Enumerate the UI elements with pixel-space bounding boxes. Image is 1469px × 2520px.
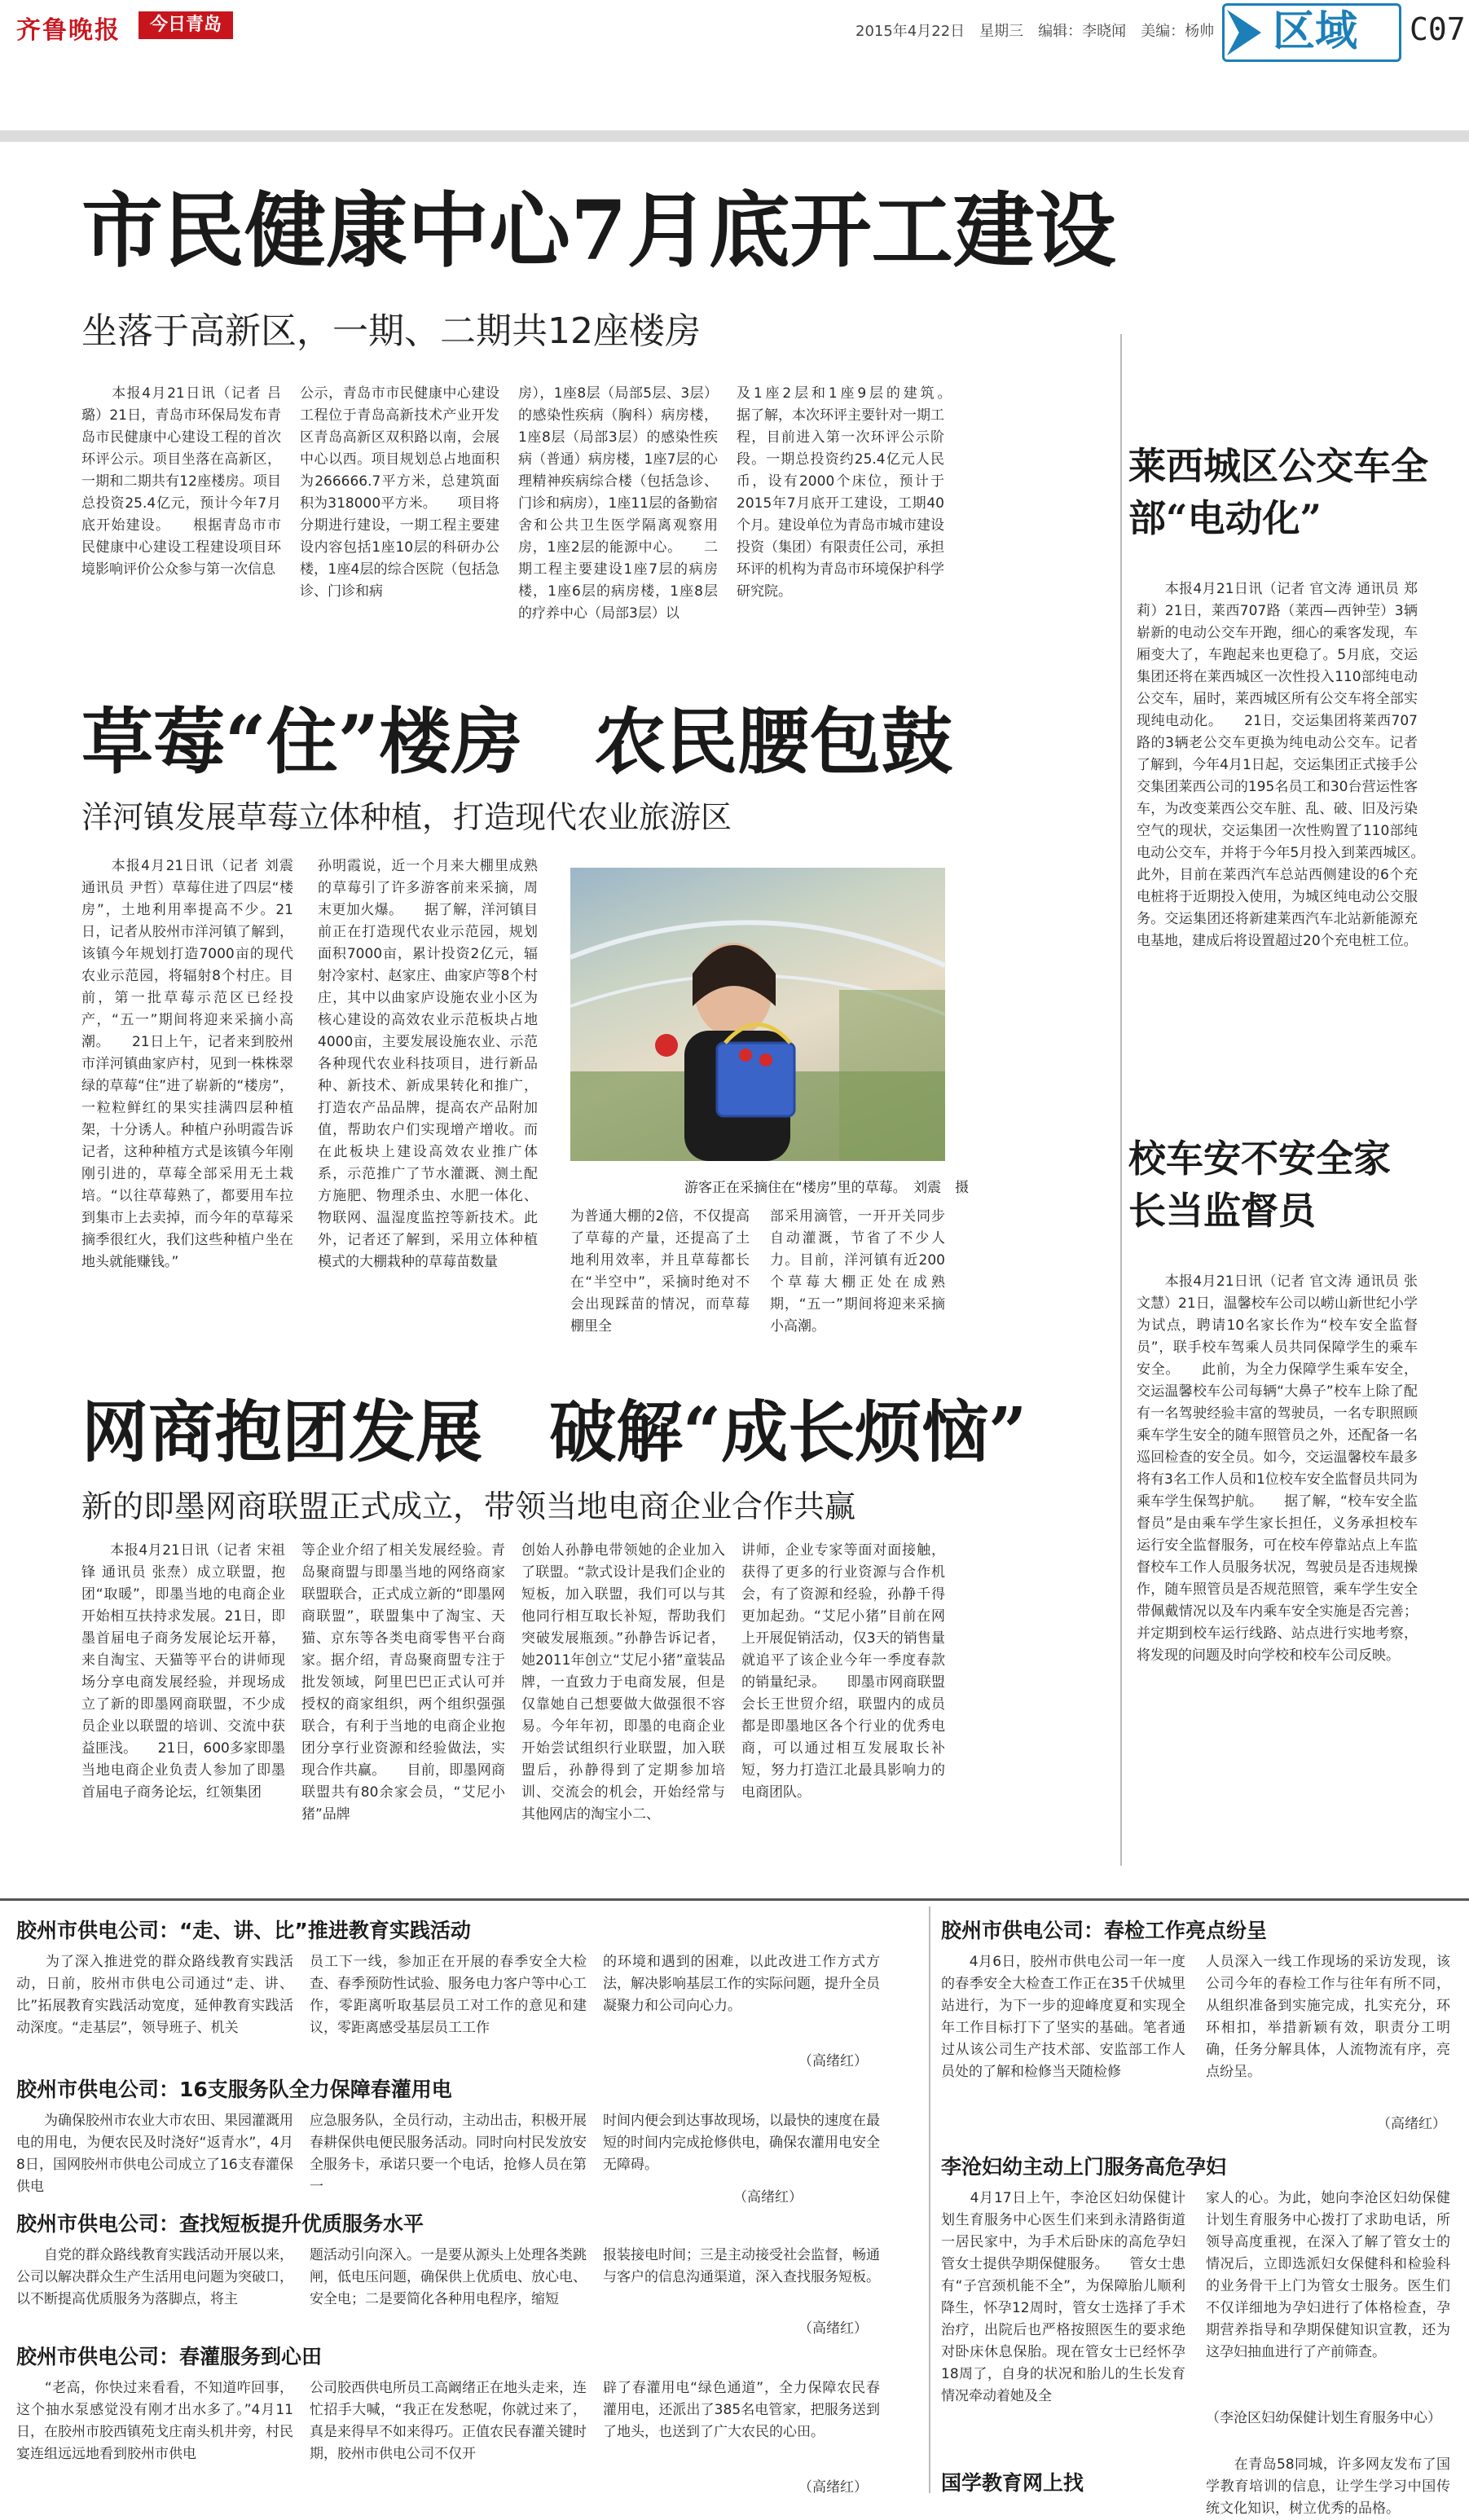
article-column: 公示，青岛市市民健康中心建设工程位于青岛高新技术产业开发区青岛高新区双积路以南，会展中心以西。项目规划总占地面积为266666.7平方米，总建筑面积为318000平方米。 项目将分期进行建设，一期工程主要建设内容包括1座10层的科研办公楼，1座4层的综合医院（包括急诊、门诊和病 <box>300 385 499 600</box>
article-column: 房），1座8层（局部5层、3层）的感染性疾病（胸科）病房楼，1座8层（局部3层）的感染性疾病（普通）病房楼，1座7层的心理精神疾病综合楼（包括急诊、门诊和病房），1座11层的备勤宿舍和公共卫生医学隔离观察用房，1座2层的能源中心。 二期工程主要建设1座7层的病房楼，1座6层的病房楼，1座8层的疗养中心（局部3层）以 <box>518 385 718 622</box>
brief-title: 李沧妇幼主动上门服务高危孕妇 <box>941 2155 1227 2179</box>
brief-column: 报装接电时间；三是主动接受社会监督，畅通与客户的信息沟通渠道，深入查找服务短板。 <box>603 2247 880 2285</box>
article-column: 为普通大棚的2倍，不仅提高了草莓的产量，还提高了土地利用效率，并且草莓都长在“半空中”，采摘时绝对不会出现踩苗的情况，而草莓棚里全 <box>570 1208 750 1335</box>
brief-column: 自党的群众路线教育实践活动开展以来，公司以解决群众生产生活用电问题为突破口，以不断提高优质服务为落脚点，将主 <box>16 2247 293 2307</box>
newspaper-logo: 齐鲁晚报 <box>16 16 121 45</box>
article-column: 及1座2层和1座9层的建筑。 据了解，本次环评主要针对一期工程，目前进入第一次环评公示阶段。一期总投资约25.4亿元人民币，设有2000个床位，预计于2015年7月底开工建设，工期40个月。建设单位为青岛市城市建设投资（集团）有限责任公司，承担环评的机构为青岛市环境保护科学研究院。 <box>737 385 972 600</box>
brief-column: 应急服务队，全员行动，主动出击，积极开展春耕保供电便民服务活动。同时向村民发放安全服务卡，承诺只要一个电话，抢修人员在第一 <box>310 2113 587 2195</box>
photo-caption: 游客正在采摘住在“楼房”里的草莓。 刘震 摄 <box>684 1180 970 1196</box>
brief-column: 4月6日，胶州市供电公司一年一度的春季安全大检查工作正在35千伏城里站进行，为下一步的迎峰度夏和实现全年工作目标打下了坚实的基础。笔者通过从该公司生产技术部、安监部工作人员处的了解和检修当天随检修 <box>941 1954 1185 2080</box>
brief-credit: （高绪红） <box>798 2320 868 2337</box>
headline-e-commerce: 网商抱团发展 破解“成长烦恼” <box>81 1393 1027 1471</box>
sidebar-headline-bus: 莱西城区公交车全部“电动化” <box>1128 444 1428 540</box>
brief-column: 在青岛58同城，许多网友发布了国学教育培训的信息，让学生学习中国传统文化知识，树立优秀的品格。 <box>1206 2456 1450 2517</box>
header-divider <box>0 130 1469 142</box>
region-label: 区域 <box>1273 7 1358 56</box>
bottom-column-divider <box>929 1906 930 2493</box>
subhead-e-commerce: 新的即墨网商联盟正式成立，带领当地电商企业合作共赢 <box>81 1489 856 1524</box>
brief-credit: （高绪红） <box>733 2189 803 2206</box>
brief-credit: （高绪红） <box>798 2479 868 2496</box>
photo-illustration <box>570 868 945 1161</box>
article-column: 孙明霞说，近一个月来大棚里成熟的草莓引了许多游客前来采摘，周末更加火爆。 据了解，洋河镇目前正在打造现代农业示范园，规划面积7000亩，累计投资2亿元，辐射冷家村、赵家庄、曲家庐等8个村庄，其中以曲家庐设施农业小区为核心建设的高效农业示范板块占地4000亩，主要发展设施农业、示范各种现代农业科技项目，进行新品种、新技术、新成果转化和推广，打造农产品品牌，提高农产品附加值，帮助农户们实现增产增收。而在此板块上建设高效农业推广体系，示范推广了节水灌溉、测土配方施肥、物理杀虫、水肥一体化、物联网、温湿度监控等新技术。此外，记者还了解到，采用立体种植模式的大棚栽种的草莓苗数量 <box>318 858 538 1270</box>
brief-credit: （李沧区妇幼保健计划生育服务中心） <box>1206 2410 1441 2426</box>
brief-column: 家人的心。为此，她向李沧区妇幼保健计划生育服务中心拨打了求助电话，所领导高度重视，在深入了解了管女士的情况后，立即选派妇女保健科和检验科的业务骨干上门为管女士服务。医生们不仅详细地为孕妇进行了体格检查，孕期营养指导和孕期保健知识宣教，还为这孕妇抽血进行了产前筛查。 <box>1206 2190 1450 2360</box>
sidebar-headline-school-bus: 校车安不安全家长当监督员 <box>1128 1137 1391 1233</box>
article-column: 部采用滴管，一开开关同步自动灌溉，节省了不少人力。目前，洋河镇有近200个草莓大棚正处在成熟期，“五一”期间将迎来采摘小高潮。 <box>770 1208 945 1335</box>
sidebar-divider <box>1120 334 1122 1866</box>
brief-title: 胶州市供电公司：春检工作亮点纷呈 <box>941 1919 1268 1942</box>
sidebar-article-bus: 本报4月21日讯（记者 官文涛 通讯员 郑莉）21日，莱西707路（莱西—西钟茔）3辆崭新的电动公交车开跑，细心的乘客发现，车厢变大了，车跑起来也更稳了。5月底，交运集团还将在莱西城区一次性投入110部纯电动公交车，届时，莱西城区所有公交车将全部实现纯电动化。 21日，交运集团将莱西707路的3辆老公交车更换为纯电动公交车。记者了解到，今年4月1日起，交运集团正式接手公交集团莱西公司的195名员工和30台营运性客车，为改变莱西公交车脏、乱、破、旧及污染空气的现状，交运集团一次性购置了110部纯电动公交车，并将于今年5月投入到莱西城区。 此外，目前在莱西汽车总站西侧建设的6个充电桩将于近期投入使用，为城区纯电动公交服务。交运集团还将新建莱西汽车北站新能源充电基地，建成后将设置超过20个充电桩工位。 <box>1137 581 1445 949</box>
brief-column: 时间内便会到达事故现场，以最快的速度在最短的时间内完成抢修供电，确保农灌用电安全无障碍。 <box>603 2113 880 2173</box>
article-column: 本报4月21日讯（记者 刘震 通讯员 尹哲）草莓住进了四层“楼房”，土地利用率提高不少。21日，记者从胶州市洋河镇了解到，该镇今年规划打造7000亩的现代农业示范园，将辐射8个村庄。目前，第一批草莓示范区已经投产，“五一”期间将迎来采摘小高潮。 21日上午，记者来到胶州市洋河镇曲家庐村，见到一株株翠绿的草莓“住”进了崭新的“楼房”，一粒粒鲜红的果实挂满四层种植架，十分诱人。种植户孙明霞告诉记者，这种种植方式是该镇今年刚刚引进的，草莓全部采用无土栽培。“以往草莓熟了，都要用车拉到集市上去卖掉，而今年的草莓采摘季很红火，我们这些种植户坐在地头就能赚钱。” <box>81 858 293 1270</box>
issue-meta: 2015年4月22日 星期三 编辑：李晓闻 美编：杨帅 <box>855 23 1215 40</box>
brief-column: 为了深入推进党的群众路线教育实践活动，日前，胶州市供电公司通过“走、讲、比”拓展教育实践活动宽度，延伸教育实践活动深度。“走基层”，领导班子、机关 <box>16 1954 293 2036</box>
bottom-divider <box>0 1898 1469 1901</box>
article-column: 等企业介绍了相关发展经验。青岛聚商盟与即墨当地的网络商家联盟联合，正式成立新的“即墨网商联盟”，联盟集中了淘宝、天猫、京东等各类电商零售平台商家。据介绍，青岛聚商盟专注于批发领域，阿里巴巴正式认可并授权的商家组织，两个组织强强联合，有利于当地的电商企业抱团分享行业资源和经验做法，实现合作共赢。 目前，即墨网商联盟共有80余家会员，“艾尼小猪”品牌 <box>301 1542 505 1823</box>
brief-column: 辟了春灌用电“绿色通道”，全力保障农民春灌用电，还派出了385名电管家，把服务送到了地头，也送到了广大农民的心田。 <box>603 2380 880 2440</box>
brief-credit: （高绪红） <box>1377 2116 1446 2132</box>
brief-column: 题活动引向深入。一是要从源头上处理各类跳闸，低电压问题，确保供上优质电、放心电、安全电；二是要简化各种用电程序，缩短 <box>310 2247 587 2307</box>
headline-strawberry: 草莓“住”楼房 农民腰包鼓 <box>81 699 953 784</box>
strawberry-photo <box>570 868 945 1161</box>
article-column: 本报4月21日讯（记者 吕璐）21日，青岛市环保局发布青岛市民健康中心建设工程的首次环评公示。项目坐落在高新区，一期和二期共有12座楼房。项目总投资25.4亿元，预计今年7月底开始建设。 根据青岛市市民健康中心建设工程建设项目环境影响评价公众参与第一次信息 <box>81 385 281 578</box>
brief-title: 胶州市供电公司：16支服务队全力保障春灌用电 <box>16 2078 452 2101</box>
section-tag: 今日青岛 <box>139 11 233 39</box>
brief-column: 的环境和遇到的困难，以此改进工作方式方法，解决影响基层工作的实际问题，提升全员凝聚力和公司向心力。 <box>603 1954 880 2014</box>
subhead-health-center: 坐落于高新区，一期、二期共12座楼房 <box>81 310 701 352</box>
brief-title: 胶州市供电公司：春灌服务到心田 <box>16 2345 323 2368</box>
sidebar-article-school-bus: 本报4月21日讯（记者 官文涛 通讯员 张文慧）21日，温馨校车公司以崂山新世纪小学为试点，聘请10名家长作为“校车安全监督员”，联手校车驾乘人员共同保障学生的乘车安全。 此前，为全力保障学生乘车安全，交运温馨校车公司每辆“大鼻子”校车上除了配有一名驾驶经验丰富的驾驶员，一名专职照顾乘车学生安全的随车照管员之外，还配备一名巡回检查的安全员。如今，交运温馨校车最多将有3名工作人员和1位校车安全监督员共同为乘车学生保驾护航。 据了解，“校车安全监督员”是由乘车学生家长担任，义务承担校车运行安全监督服务，可在校车停靠站点上车监督校车工作人员服务状况，驾驶员是否违规操作，随车照管员是否规范照管，乘车学生安全带佩戴情况以及车内乘车安全实施是否完善；并定期到校车运行线路、站点进行实地考察，将发现的问题及时向学校和校车公司反映。 <box>1137 1273 1418 1664</box>
brief-title: 国学教育网上找 <box>941 2471 1084 2495</box>
brief-title: 胶州市供电公司：“走、讲、比”推进教育实践活动 <box>16 1919 471 1942</box>
brief-title: 胶州市供电公司：查找短板提升优质服务水平 <box>16 2212 424 2236</box>
article-column: 本报4月21日讯（记者 宋祖锋 通讯员 张焘）成立联盟，抱团“取暖”，即墨当地的电商企业开始相互扶持求发展。21日，即墨首届电子商务发展论坛开幕，来自淘宝、天猫等平台的讲师现场分享电商发展经验，并现场成立了新的即墨网商联盟，不少成员企业以联盟的培训、交流中获益匪浅。 21日，600多家即墨当地电商企业负责人参加了即墨首届电子商务论坛，红领集团 <box>81 1542 285 1801</box>
brief-column: “老高，你快过来看看，不知道咋回事，这个抽水泵感觉没有刚才出水多了。”4月11日，在胶州市胶西镇苑戈庄南头机井旁，村民宴连组远远地看到胶州市供电 <box>16 2380 293 2462</box>
brief-column: 公司胶西供电所员工高阚绪正在地头走来，连忙招手大喊，“我正在发愁呢，你就过来了，真是来得早不如来得巧。正值农民春灌关键时期，胶州市供电公司不仅开 <box>310 2380 587 2462</box>
article-column: 创始人孙静电带领她的企业加入了联盟。“款式设计是我们企业的短板，加入联盟，我们可以与其他同行相互取长补短，帮助我们突破发展瓶颈。”孙静告诉记者，她2011年创立“艾尼小猪”童装品牌，一直致力于电商发展，但是仅靠她自己想要做大做强很不容易。今年年初，即墨的电商企业开始尝试组织行业联盟，加入联盟后，孙静得到了定期参加培训、交流会的机会，开始经常与其他网店的淘宝小二、 <box>521 1542 725 1823</box>
article-column: 讲师，企业专家等面对面接触，获得了更多的行业资源与合作机会，有了资源和经验，孙静千得更加起劲。“艾尼小猪”目前在网上开展促销活动，仅3天的销售量就追平了该企业今年一季度春款的销量纪录。 即墨市网商联盟会长王世贸介绍，联盟内的成员都是即墨地区各个行业的优秀电商，可以通过相互发展取长补短，努力打造江北最具影响力的电商团队。 <box>741 1542 945 1801</box>
brief-column: 4月17日上午，李沧区妇幼保健计划生育服务中心医生们来到永清路街道一居民家中，为手术后卧床的高危孕妇管女士提供孕期保健服务。 管女士患有“子宫颈机能不全”，为保障胎儿顺利降生，怀孕12周时，管女士选择了手术治疗，出院后也严格按照医生的要求绝对卧床休息保胎。现在管女士已经怀孕18周了，自身的状况和胎儿的生长发育情况牵动着她及全 <box>941 2190 1185 2404</box>
headline-health-center: 市民健康中心7月底开工建设 <box>81 183 1116 279</box>
page-number: C07 <box>1410 11 1466 47</box>
brief-column: 为确保胶州市农业大市农田、果园灌溉用电的用电，为便农民及时浇好“返青水”，4月8日，国网胶州市供电公司成立了16支春灌保供电 <box>16 2113 293 2195</box>
subhead-strawberry: 洋河镇发展草莓立体种植，打造现代农业旅游区 <box>81 799 732 835</box>
brief-credit: （高绪红） <box>798 2053 868 2069</box>
brief-column: 人员深入一线工作现场的采访发现，该公司今年的春检工作与往年有所不同，从组织准备到实施完成，扎实充分，环环相扣，举措新颖有效，职责分工明确，任务分解具体，人流物流有序，亮点纷呈。 <box>1206 1954 1450 2080</box>
brief-column: 员工下一线，参加正在开展的春季安全大检查、春季预防性试验、服务电力客户等中心工作，零距离听取基层员工对工作的意见和建议，零距离感受基层员工工作 <box>310 1954 587 2036</box>
